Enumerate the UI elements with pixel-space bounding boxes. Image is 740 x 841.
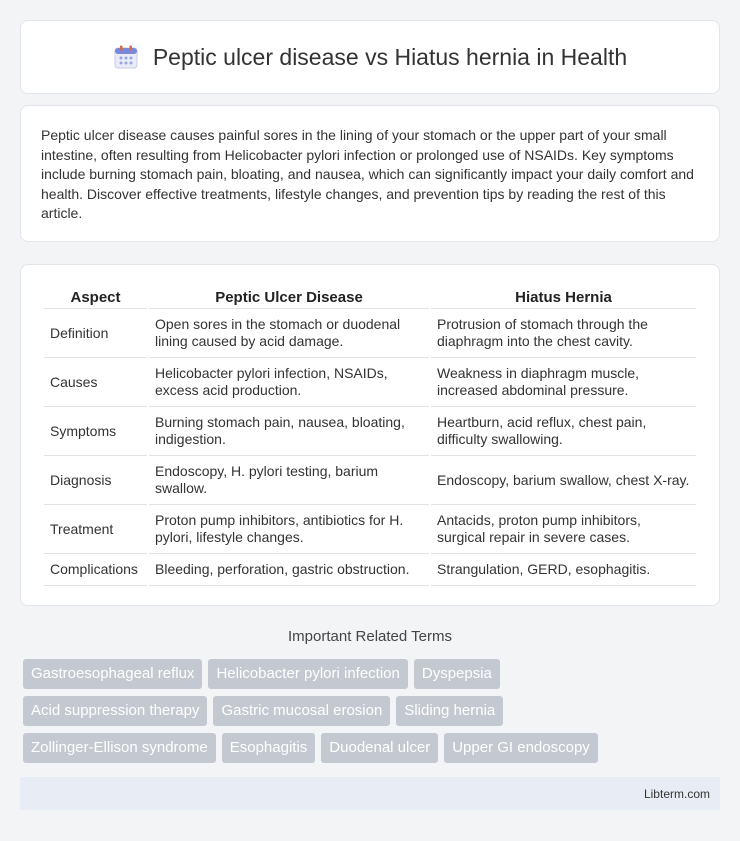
comparison-table-card [20, 264, 720, 606]
row-peptic-ulcer: Endoscopy, H. pylori testing, barium swallow. [149, 456, 429, 505]
tag-upper-gi-endoscopy[interactable]: Upper GI endoscopy [444, 733, 598, 763]
row-hiatus-hernia: Heartburn, acid reflux, chest pain, difficulty swallowing. [431, 407, 696, 456]
intro-card [20, 105, 720, 242]
table-row [44, 505, 696, 554]
comparison-table [42, 285, 698, 586]
footer [20, 777, 720, 810]
tag-gastric-mucosal-erosion[interactable]: Gastric mucosal erosion [213, 696, 390, 726]
row-hiatus-hernia: Protrusion of stomach through the diaphragm into the chest cavity. [431, 309, 696, 358]
header-hiatus-hernia: Hiatus Hernia [431, 285, 696, 309]
row-aspect: Treatment [44, 505, 147, 554]
row-aspect: Symptoms [44, 407, 147, 456]
calendar-icon [113, 44, 139, 70]
tag-dyspepsia[interactable]: Dyspepsia [414, 659, 500, 689]
table-header-row [44, 285, 696, 309]
tag-esophagitis[interactable]: Esophagitis [222, 733, 316, 763]
footer-site-link[interactable]: Libterm.com [643, 786, 710, 801]
row-hiatus-hernia: Antacids, proton pump inhibitors, surgical repair in severe cases. [431, 505, 696, 554]
row-peptic-ulcer: Bleeding, perforation, gastric obstruction. [149, 554, 429, 586]
table-row [44, 407, 696, 456]
row-peptic-ulcer: Open sores in the stomach or duodenal lining caused by acid damage. [149, 309, 429, 358]
title-wrap [113, 44, 627, 71]
row-hiatus-hernia: Endoscopy, barium swallow, chest X-ray. [431, 456, 696, 505]
tag-row [23, 659, 723, 689]
tag-gastroesophageal-reflux[interactable]: Gastroesophageal reflux [23, 659, 202, 689]
row-peptic-ulcer: Proton pump inhibitors, antibiotics for H. pylori, lifestyle changes. [149, 505, 429, 554]
intro-text: Peptic ulcer disease causes painful sores in the lining of your stomach or the upper part of your small intestine, often resulting from Helicobacter pylori infection or prolonged use of NSAIDs. Key symptoms include burning stomach pain, bloating, and nausea, which can significantly impact your daily comfort and health. Discover effective treatments, lifestyle changes, and prevention tips by reading the rest of this article. [41, 127, 694, 221]
row-hiatus-hernia: Strangulation, GERD, esophagitis. [431, 554, 696, 586]
table-row [44, 554, 696, 586]
row-peptic-ulcer: Helicobacter pylori infection, NSAIDs, excess acid production. [149, 358, 429, 407]
row-aspect: Diagnosis [44, 456, 147, 505]
row-aspect: Definition [44, 309, 147, 358]
related-terms-list [23, 659, 723, 770]
table-row [44, 309, 696, 358]
page-title: Peptic ulcer disease vs Hiatus hernia in Health [152, 43, 628, 70]
row-aspect: Complications [44, 554, 147, 586]
table-row [44, 358, 696, 407]
tag-duodenal-ulcer[interactable]: Duodenal ulcer [321, 733, 438, 763]
header-aspect: Aspect [44, 285, 147, 309]
table-row [44, 456, 696, 505]
header-card [20, 20, 720, 94]
tag-helicobacter-pylori-infection[interactable]: Helicobacter pylori infection [208, 659, 407, 689]
tag-acid-suppression-therapy[interactable]: Acid suppression therapy [23, 696, 207, 726]
header-peptic-ulcer: Peptic Ulcer Disease [149, 285, 429, 309]
row-hiatus-hernia: Weakness in diaphragm muscle, increased abdominal pressure. [431, 358, 696, 407]
row-peptic-ulcer: Burning stomach pain, nausea, bloating, indigestion. [149, 407, 429, 456]
tag-zollinger-ellison-syndrome[interactable]: Zollinger-Ellison syndrome [23, 733, 216, 763]
related-terms-title: Important Related Terms [288, 628, 452, 645]
tag-row [23, 696, 723, 726]
tag-sliding-hernia[interactable]: Sliding hernia [396, 696, 503, 726]
row-aspect: Causes [44, 358, 147, 407]
tag-row [23, 733, 723, 763]
